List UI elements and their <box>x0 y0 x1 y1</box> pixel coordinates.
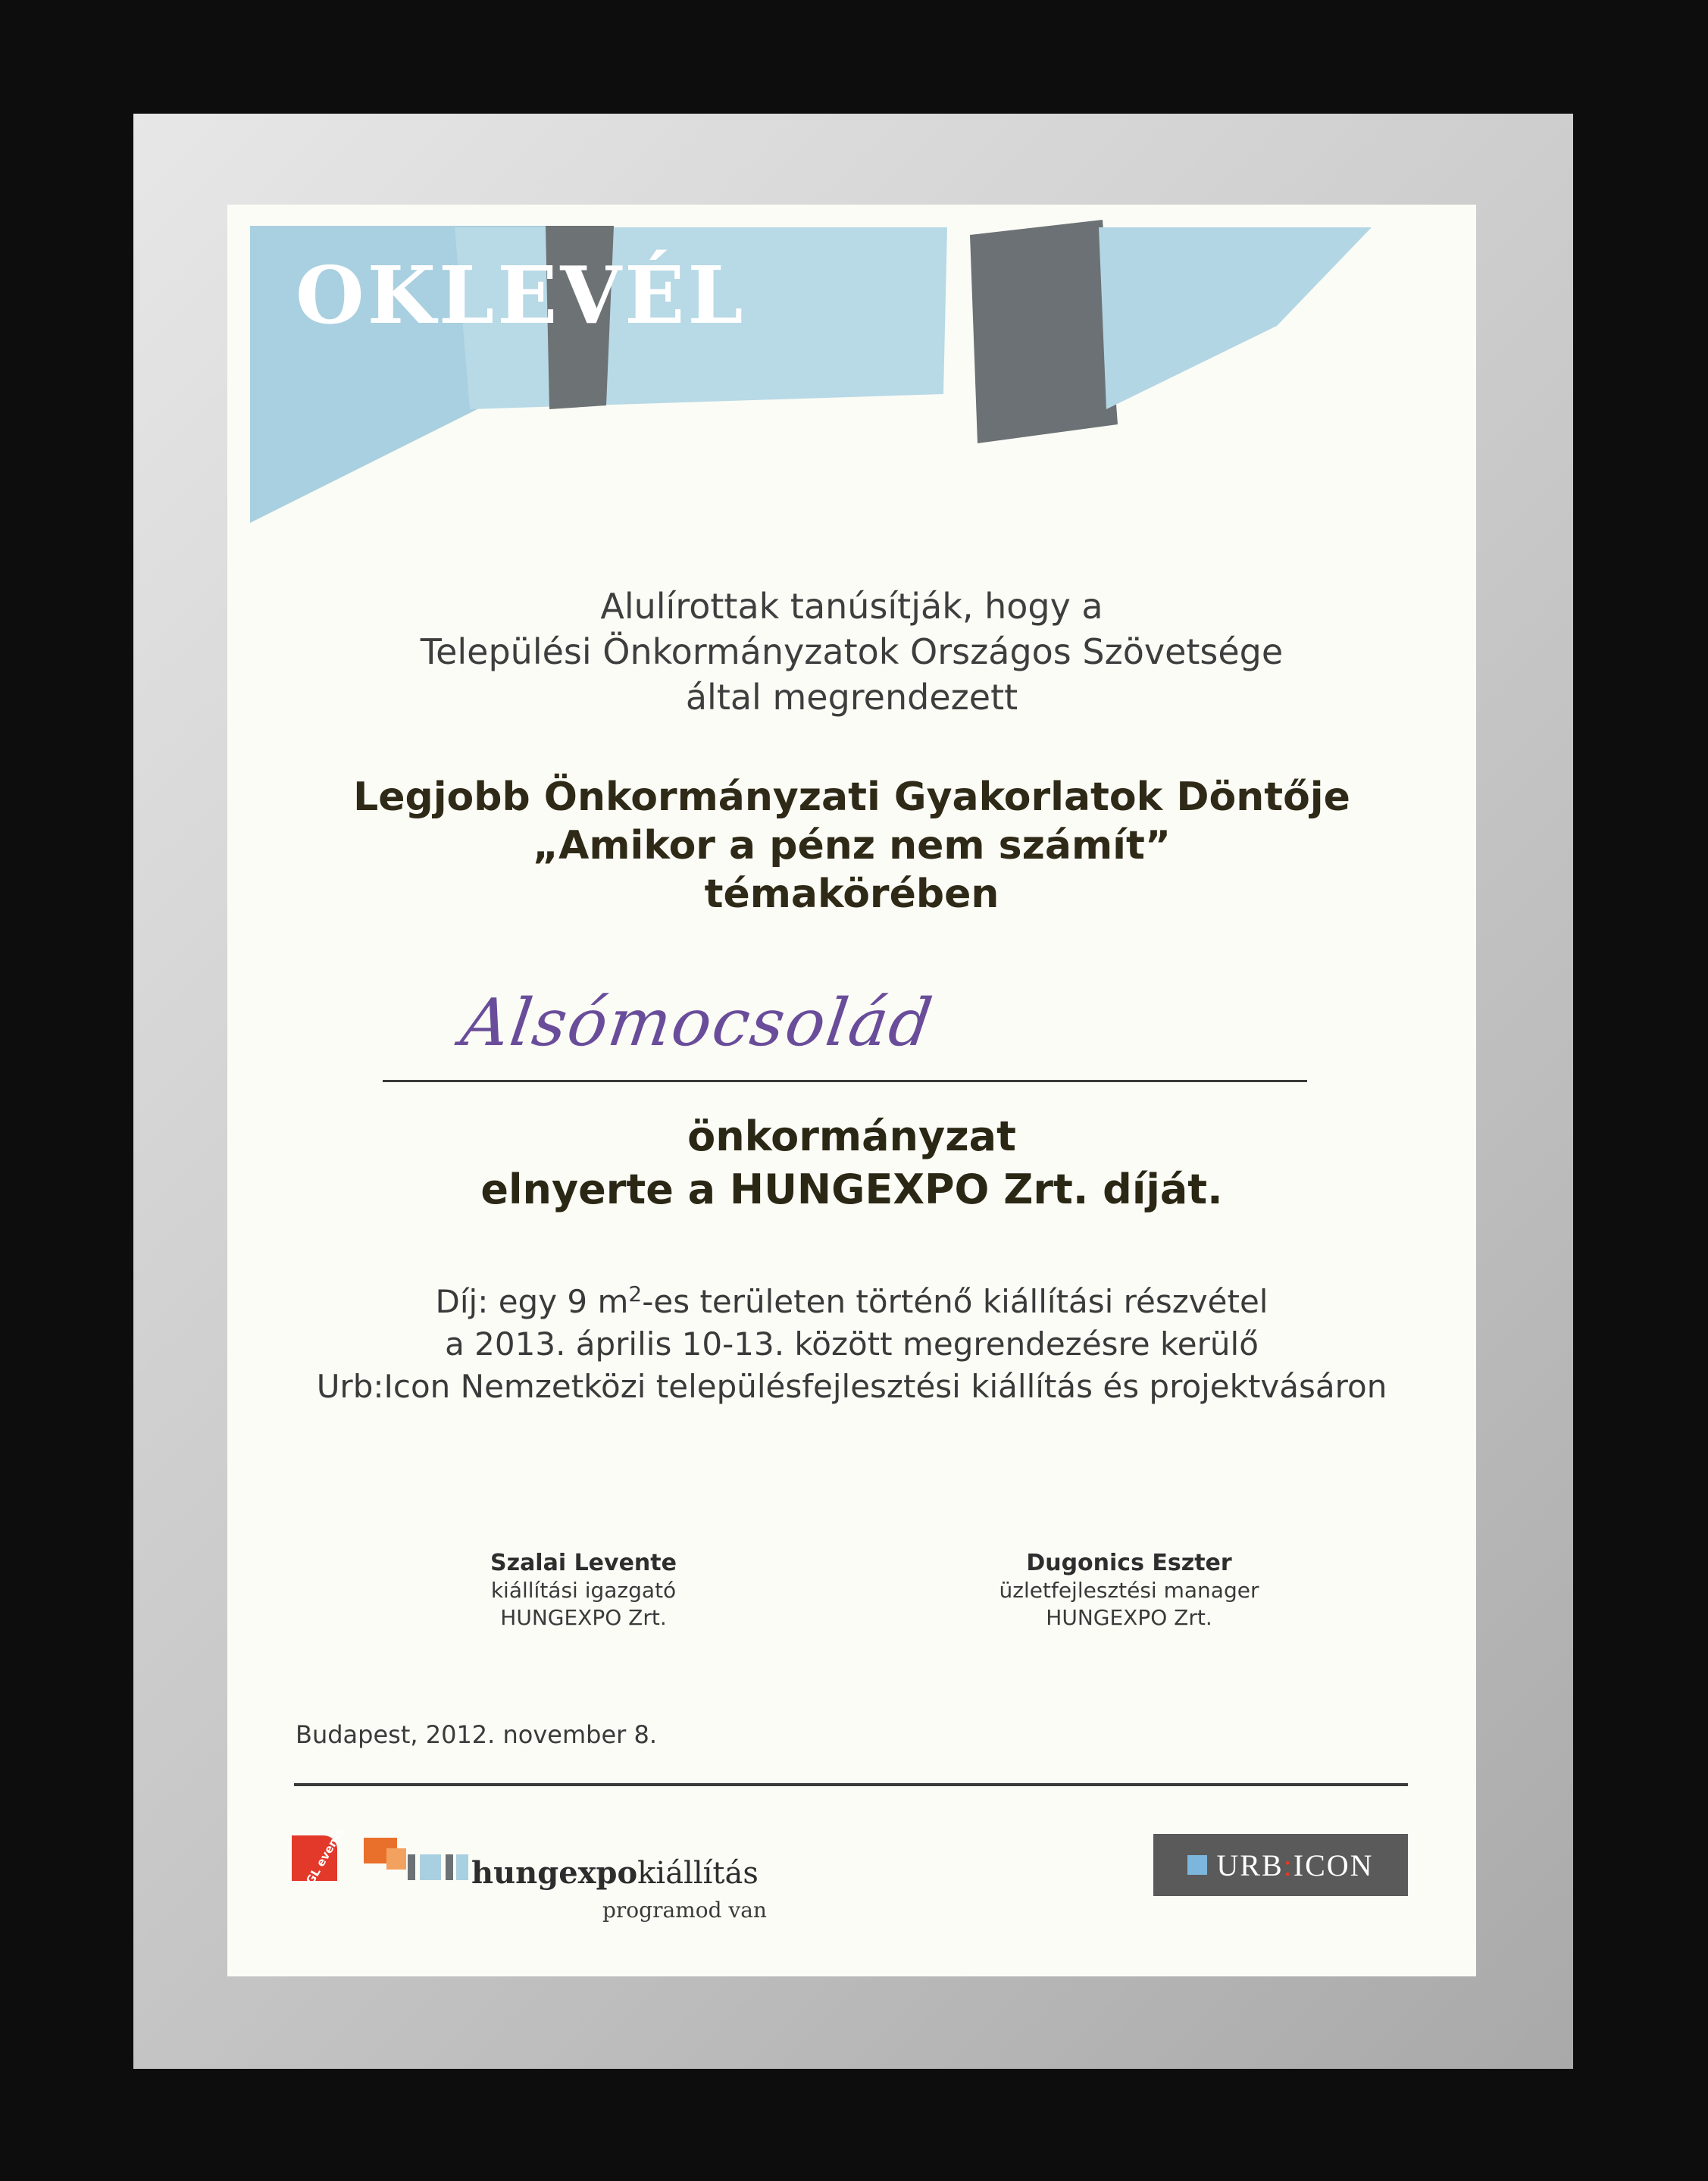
signer-right-org: HUNGEXPO Zrt. <box>1046 1605 1212 1630</box>
signer-left-name: Szalai Levente <box>490 1550 677 1576</box>
signer-left <box>424 1550 743 1632</box>
prize-description <box>227 1281 1476 1408</box>
recipient-underline <box>383 1080 1307 1082</box>
certificate-title: OKLEVÉL <box>296 249 746 342</box>
award-title <box>227 773 1476 918</box>
winner-line-1: önkormányzat <box>687 1112 1016 1160</box>
winner-line-2: elnyerte a HUNGEXPO Zrt. díját. <box>480 1166 1223 1213</box>
award-line-2: „Amikor a pénz nem számít” <box>532 823 1172 868</box>
signer-right <box>970 1550 1288 1632</box>
hungexpo-logo-mark <box>364 1838 470 1883</box>
prize-line-1-start: Díj: egy 9 m <box>435 1283 629 1320</box>
intro-line-2: Települési Önkormányzatok Országos Szövetsége <box>420 631 1284 672</box>
signer-left-org: HUNGEXPO Zrt. <box>500 1605 667 1630</box>
signer-left-role: kiállítási igazgató <box>490 1578 677 1603</box>
prize-line-3: Urb:Icon Nemzetközi településfejlesztési kiállítás és projektvásáron <box>316 1368 1387 1405</box>
urbicon-logo-text <box>1216 1848 1373 1883</box>
hungexpo-wordmark-regular: kiállítás <box>637 1856 759 1891</box>
urbicon-logo <box>1153 1834 1408 1896</box>
signer-right-name: Dugonics Eszter <box>1026 1550 1232 1576</box>
prize-line-1-end: -es területen történő kiállítási részvétel <box>642 1283 1268 1320</box>
prize-superscript: 2 <box>628 1281 643 1306</box>
hungexpo-wordmark <box>471 1855 759 1891</box>
intro-line-3: által megrendezett <box>685 677 1018 718</box>
urbicon-right: ICON <box>1293 1848 1374 1882</box>
urbicon-colon: : <box>1283 1848 1294 1882</box>
certificate-paper <box>227 205 1476 1976</box>
signer-right-role: üzletfejlesztési manager <box>999 1578 1259 1603</box>
hungexpo-wordmark-bold: hungexpo <box>471 1855 638 1891</box>
prize-line-1 <box>227 1281 1476 1323</box>
gl-events-logo <box>292 1825 347 1887</box>
gl-events-logo-text: GL events <box>303 1825 347 1887</box>
urbicon-left: URB <box>1216 1848 1284 1882</box>
footer-divider <box>294 1783 1408 1786</box>
intro-line-1: Alulírottak tanúsítják, hogy a <box>600 586 1103 627</box>
intro-text <box>227 584 1476 720</box>
prize-line-2: a 2013. április 10-13. között megrendezésre kerülő <box>445 1325 1259 1363</box>
award-line-1: Legjobb Önkormányzati Gyakorlatok Döntője <box>353 774 1350 820</box>
urbicon-square-icon <box>1187 1855 1207 1875</box>
winner-statement <box>227 1110 1476 1216</box>
banner-gray-block-right <box>970 220 1118 443</box>
place-and-date: Budapest, 2012. november 8. <box>296 1720 658 1749</box>
hungexpo-tagline: programod van <box>602 1898 767 1923</box>
award-line-3: témakörében <box>704 871 999 917</box>
recipient-handwritten-name: Alsómocsolád <box>456 985 938 1061</box>
